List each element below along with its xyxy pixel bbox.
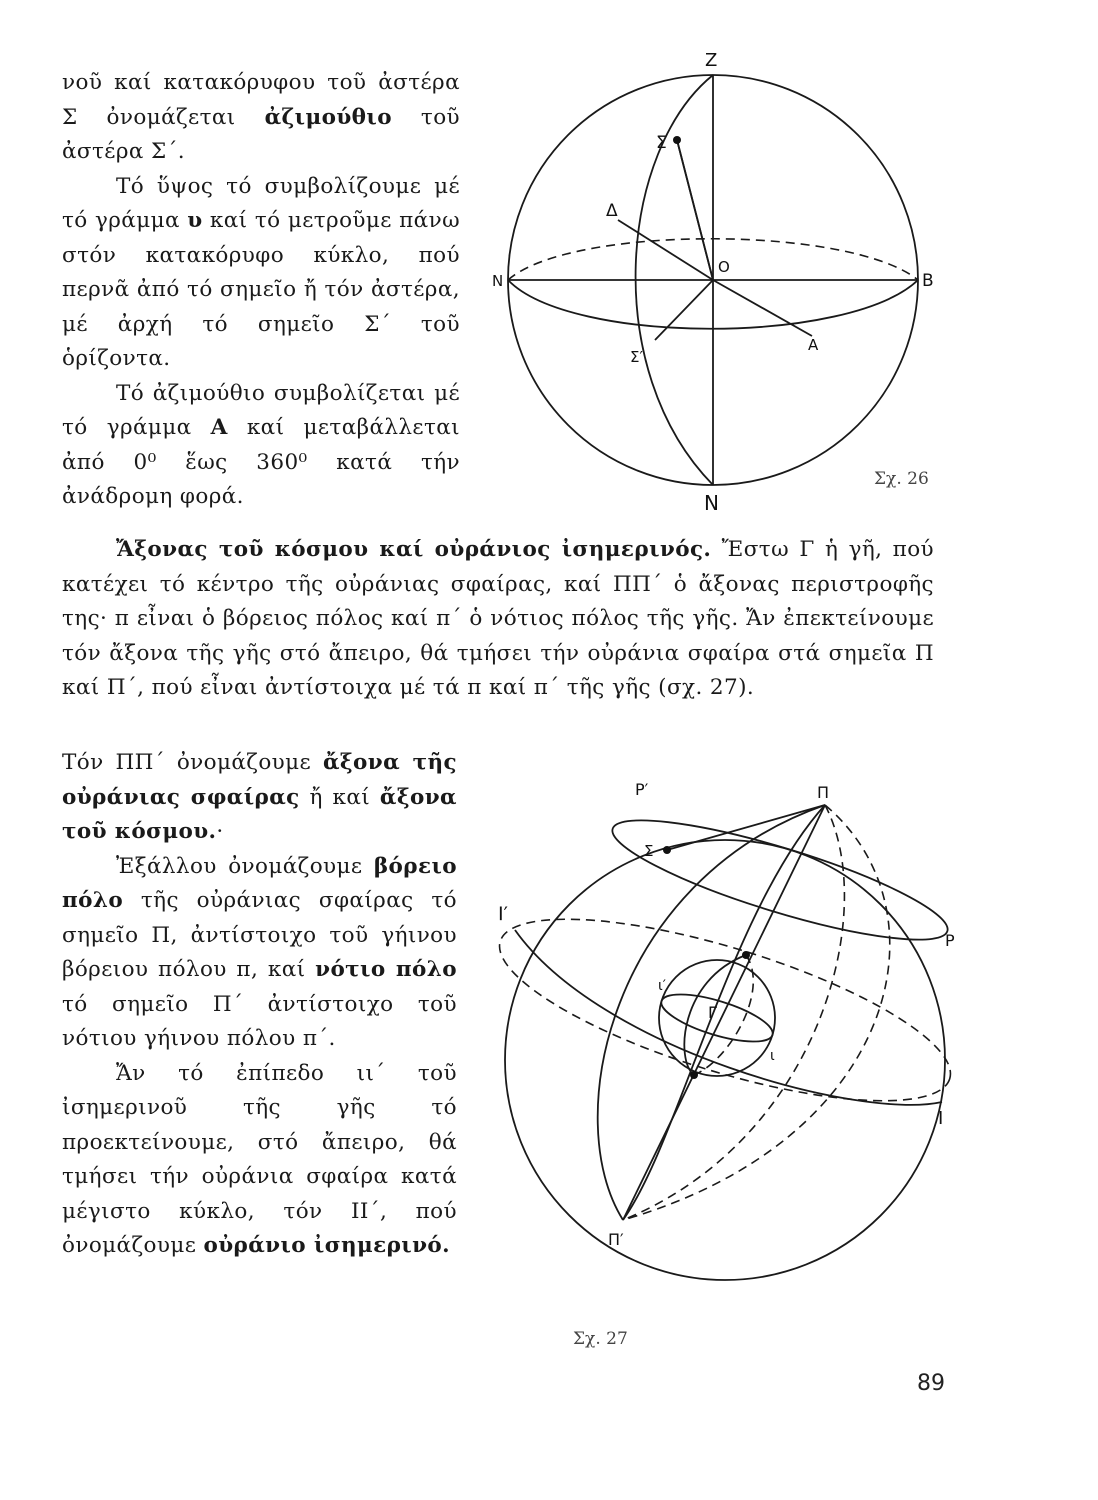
bold-symbol: υ [187,208,203,233]
text: Ἐξάλλου ὀνομάζουμε [116,853,374,879]
line-star-o [677,140,713,280]
text: ἤ καί [299,784,380,810]
label-sigma: Σ [656,133,667,153]
paragraph-world-axis [62,533,934,706]
label-p-prime: P′ [635,780,649,799]
figure-27-diagram [480,760,980,1320]
paragraph-poles [62,850,457,1057]
bold-heading: Ἄξονας τοῦ κόσμου καί οὐράνιος ἰσημερινός. [116,537,712,562]
earth-south-pole-dot [690,1071,698,1079]
label-o: O [718,258,730,276]
earth-equator [657,985,778,1051]
paragraph-axis-def [62,746,457,850]
star-dot [663,846,671,854]
paragraph-azimuth-def [62,66,460,170]
bold-term: νότιο πόλο [315,957,457,982]
text-full-width [62,533,934,706]
text: Τό ὕψος τό συμβολίζουμε μέ τό γράμμα [62,173,460,233]
bold-symbol: Α [210,415,228,440]
label-n-left: N [492,272,504,290]
label-pi: Π [817,783,830,802]
line-o-delta [618,220,713,280]
paragraph-azimuth-symbol [62,377,460,515]
text: Ἄν τό ἐπίπεδο ιι΄ τοῦ ἰσημερινοῦ τῆς γῆς τό προεκτείνουμε, στό ἄπειρο, θά τμήσει τήν οὐράνια σφαίρα κατά μέγιστο κύκλο, τόν ΙΙ΄, πού ὀνομάζουμε [62,1060,457,1258]
celestial-sphere [505,840,945,1280]
page-number: 89 [917,1371,945,1396]
label-gamma: Γ [708,1003,717,1022]
label-sigma: Σ [644,842,654,860]
text: καί μεταβάλλεται ἀπό 0⁰ ἕως 360⁰ κατά τήν ἀνάδρομη φορά. [62,415,461,509]
text: τοῦ ἀστέρα Σ΄. [62,104,461,164]
parallel-circle [603,798,956,962]
figure-26-caption: Σχ. 26 [874,469,929,489]
label-z: Z [705,50,718,71]
bold-term: οὐράνιο ἰσημερινό. [203,1233,451,1258]
text: Τόν ΠΠ΄ ὀνομάζουμε [62,750,323,775]
bold-term: ἄξονα τοῦ κόσμου. [62,784,457,844]
label-a: A [808,336,819,354]
text: · [216,819,224,844]
bold-term: βόρειο πόλο [62,853,457,913]
label-pi-prime: Π′ [608,1230,624,1249]
text: Τό ἀζιμούθιο συμβολίζεται μέ τό γράμμα [62,380,460,440]
label-sigma-prime: Σ′ [630,348,643,366]
earth-north-pole-dot [742,951,750,959]
text: Ἔστω Γ ἡ γῆ, πού κατέχει τό κέντρο τῆς οὐράνιας σφαίρας, καί ΠΠ΄ ὁ ἄξονας περιστροφῆς της· π εἶναι ὁ βόρειος πόλος καί π΄ ὁ νότιος πόλος τῆς γῆς. Ἄν ἐπεκτείνουμε τόν ἄξονα τῆς γῆς στό ἄπειρο, θά τμήσει τήν οὐράνια σφαίρα στά σημεῖα Π καί Π΄, πού εἶναι ἀντίστοιχα μέ τά π καί π΄ τῆς γῆς (σχ. 27). [62,537,935,700]
label-b: B [922,271,934,291]
label-i-prime: Ι′ [498,903,508,925]
bold-term: ἀζιμούθιο [264,104,392,130]
text-column-bottom [62,746,457,1264]
meridian-3 [623,805,890,1220]
text: τῆς οὐράνιας σφαίρας τό σημεῖο Π, ἀντίστοιχο τοῦ γήινου βόρειου πόλου π, καί [62,888,457,982]
text: καί τό μετροῦμε πάνω στόν κατακόρυφο κύκλο, πού περνᾶ ἀπό τό σημεῖο ἤ τόν ἀστέρα, μέ ἀρχή τό σημεῖο Σ΄ τοῦ ὁρίζοντα. [62,208,460,371]
label-n-bottom: N [704,491,719,515]
label-iota: ι [770,1048,775,1064]
text: τό σημεῖο Π΄ ἀντίστοιχο τοῦ νότιου γήινου πόλου π΄. [62,991,457,1051]
label-p: P [945,931,955,950]
label-delta: Δ [606,201,618,221]
bold-term: ἄξονα τῆς οὐράνιας σφαίρας [62,750,458,810]
paragraph-equator [62,1057,457,1264]
label-iota-prime: ι′ [658,978,666,994]
figure-26-diagram [490,40,960,520]
paragraph-altitude [62,170,460,377]
world-axis [623,805,825,1220]
star-dot [673,136,681,144]
line-o-sprime [655,280,713,340]
text: νοῦ καί κατακόρυφου τοῦ ἀστέρα Σ ὀνομάζεται [62,70,460,130]
figure-27-caption: Σχ. 27 [573,1329,628,1349]
text-column-top [62,66,460,515]
label-i: Ι [938,1108,944,1129]
